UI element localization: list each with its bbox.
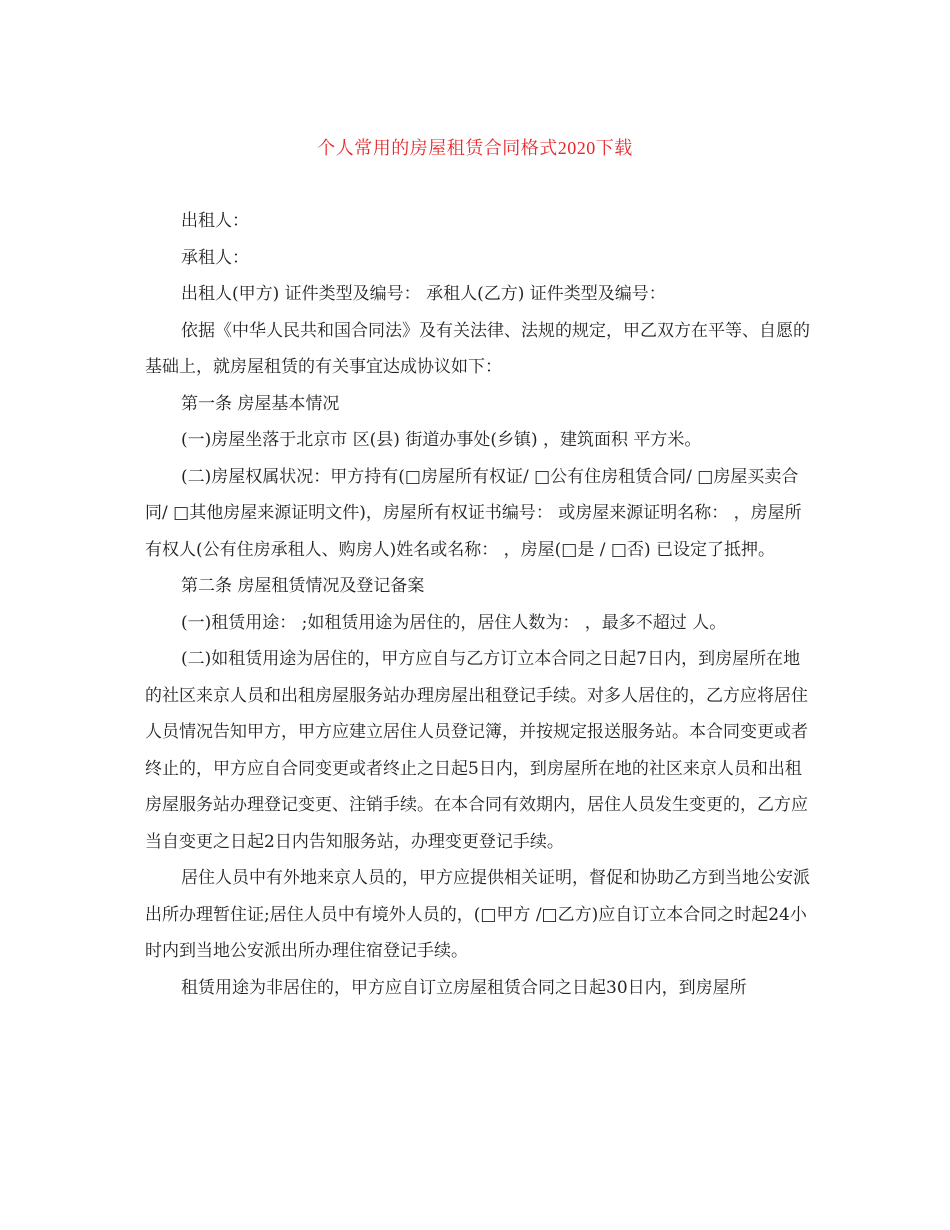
paragraph-purpose: (一)租赁用途： ;如租赁用途为居住的，居住人数为： ，最多不超过 人。 (181, 612, 727, 633)
paragraph-nonlocal-residents: 居住人员中有外地来京人员的，甲方应提供相关证明，督促和协助乙方到当地公安派出所办理暂住证;居住人员中有境外人员的，(□甲方 /□乙方)应自订立本合同之时起24小时内到当地公安派出所办理住宿登记手续。 (145, 868, 810, 961)
document-body (145, 203, 810, 1006)
paragraph-registration: (二)如租赁用途为居住的，甲方应自与乙方订立本合同之日起7日内，到房屋所在地的社区来京人员和出租房屋服务站办理房屋出租登记手续。对多人居住的，乙方应将居住人员情况告知甲方，甲方应建立居住人员登记簿，并按规定报送服务站。本合同变更或者终止的，甲方应自合同变更或者终止之日起5日内，到房屋所在地的社区来京人员和出租房屋服务站办理登记变更、注销手续。在本合同有效期内，居住人员发生变更的，乙方应当自变更之日起2日内告知服务站，办理变更登记手续。 (145, 649, 808, 852)
paragraph-location: (一)房屋坐落于北京市 区(县) 街道办事处(乡镇) ，建筑面积 平方米。 (181, 430, 702, 450)
article-2-heading: 第二条 房屋租赁情况及登记备案 (181, 576, 425, 596)
paragraph-non-residential: 租赁用途为非居住的，甲方应自订立房屋租赁合同之日起30日内，到房屋所 (181, 977, 747, 998)
article-1-heading: 第一条 房屋基本情况 (181, 393, 340, 414)
paragraph-ownership: (二)房屋权属状况：甲方持有(□房屋所有权证/ □公有住房租赁合同/ □房屋买卖合同/ □其他房屋来源证明文件)，房屋所有权证书编号： 或房屋来源证明名称： ，房屋所有权人(公有住房承租人、购房人)姓名或名称： ，房屋(□是 / □否) 已设定了抵押。 (145, 466, 802, 560)
paragraph-lessee: 承租人： (181, 247, 249, 268)
paragraph-lessor: 出租人： (181, 211, 249, 231)
paragraph-id-types: 出租人(甲方) 证件类型及编号： 承租人(乙方) 证件类型及编号： (181, 284, 666, 304)
paragraph-legal-basis: 依据《中华人民共和国合同法》及有关法律、法规的规定，甲乙双方在平等、自愿的基础上，就房屋租赁的有关事宜达成协议如下： (145, 320, 810, 377)
document-title: 个人常用的房屋租赁合同格式2020下载 (317, 138, 633, 158)
